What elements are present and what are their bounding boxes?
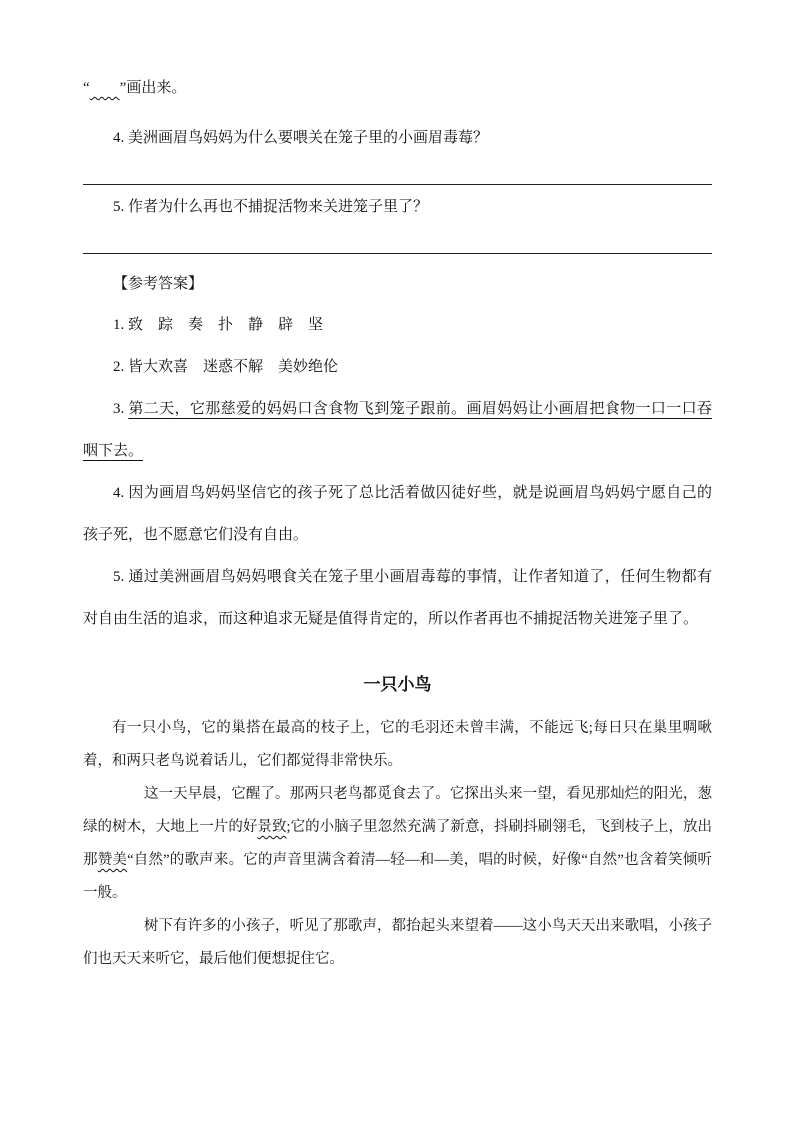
intro-text: ”画出来。 <box>119 80 187 96</box>
answer-item-1 <box>83 304 712 346</box>
question-4-number: 4. <box>113 130 125 146</box>
question-5-number: 5. <box>113 199 125 215</box>
story-title: 一只小鸟 <box>363 675 432 694</box>
emphasized-word-jingzhi: 景致 <box>257 819 287 835</box>
answer-1-number: 1. <box>113 317 125 333</box>
intro-line <box>83 76 712 100</box>
answer-blank-line-1 <box>83 150 712 185</box>
question-5-text: 作者为什么再也不捕捉活物来关进笼子里了？ <box>128 199 429 215</box>
wavy-underline-mark <box>90 80 120 96</box>
answer-item-4 <box>83 472 712 556</box>
answer-4-number: 4. <box>113 485 125 501</box>
answer-4-text: 因为画眉鸟妈妈坚信它的孩子死了总比活着做囚徒好些，就是说画眉鸟妈妈宁愿自己的孩子死，也不愿意它们没有自由。 <box>83 485 712 543</box>
answer-2-text: 皆大欢喜 迷惑不解 美妙绝伦 <box>128 359 339 375</box>
answer-item-3 <box>83 388 712 472</box>
question-5 <box>83 195 712 219</box>
story-paragraph-2-text-c: “自然”的歌声来。它的声音里满含着清—轻—和—美，唱的时候，好像“自然”也含着笑倾听一般。 <box>83 852 713 901</box>
answer-5-number: 5. <box>113 569 125 585</box>
answer-5-text: 通过美洲画眉鸟妈妈喂食关在笼子里小画眉毒莓的事情，让作者知道了，任何生物都有对自由生活的追求，而这种追求无疑是值得肯定的，所以作者再也不捕捉活物关进笼子里了。 <box>83 569 712 627</box>
story-paragraph-1-text: 有一只小鸟，它的巢搭在最高的枝子上，它的毛羽还未曾丰满，不能远飞;每日只在巢里啁啾着，和两只老鸟说着话儿，它们都觉得非常快乐。 <box>83 720 712 769</box>
emphasized-word-zanmei: 赞美 <box>97 852 128 868</box>
story-paragraph-3 <box>83 910 712 976</box>
answers-list <box>83 304 712 640</box>
question-4 <box>83 126 712 150</box>
question-4-text: 美洲画眉鸟妈妈为什么要喂关在笼子里的小画眉毒莓？ <box>128 130 489 146</box>
answer-3-text-underlined: 第二天，它那慈爱的妈妈口含食物飞到笼子跟前。画眉妈妈让小画眉把食物一口一口吞咽下去。 <box>83 401 712 459</box>
answer-2-number: 2. <box>113 359 125 375</box>
story-paragraph-2-text-a: 这一天早晨，它醒了。那两只老鸟都觅食去了。它探出头来一望，看见那灿烂的阳光，葱绿的树木，大地上一片的好 <box>83 786 712 835</box>
open-quote: “ <box>83 80 90 96</box>
reference-answers-header: 【参考答案】 <box>113 276 204 292</box>
story-paragraph-2 <box>83 778 712 910</box>
answer-item-2 <box>83 346 712 388</box>
story-paragraph-3-text: 树下有许多的小孩子，听见了那歌声，都抬起头来望着——这小鸟天天出来歌唱，小孩子们也天天来听它，最后他们便想捉住它。 <box>83 918 712 967</box>
answer-item-5 <box>83 556 712 640</box>
story-paragraph-1 <box>83 712 712 778</box>
story-paragraph-2-text-b: ;它的小脑子里忽然充满了新意，抖刷抖刷翎毛，飞到枝子上，放出那 <box>83 819 713 868</box>
answer-3-number: 3. <box>113 401 125 417</box>
answer-blank-line-2 <box>83 219 712 254</box>
answer-1-text: 致 踪 奏 扑 静 辟 坚 <box>128 317 324 333</box>
